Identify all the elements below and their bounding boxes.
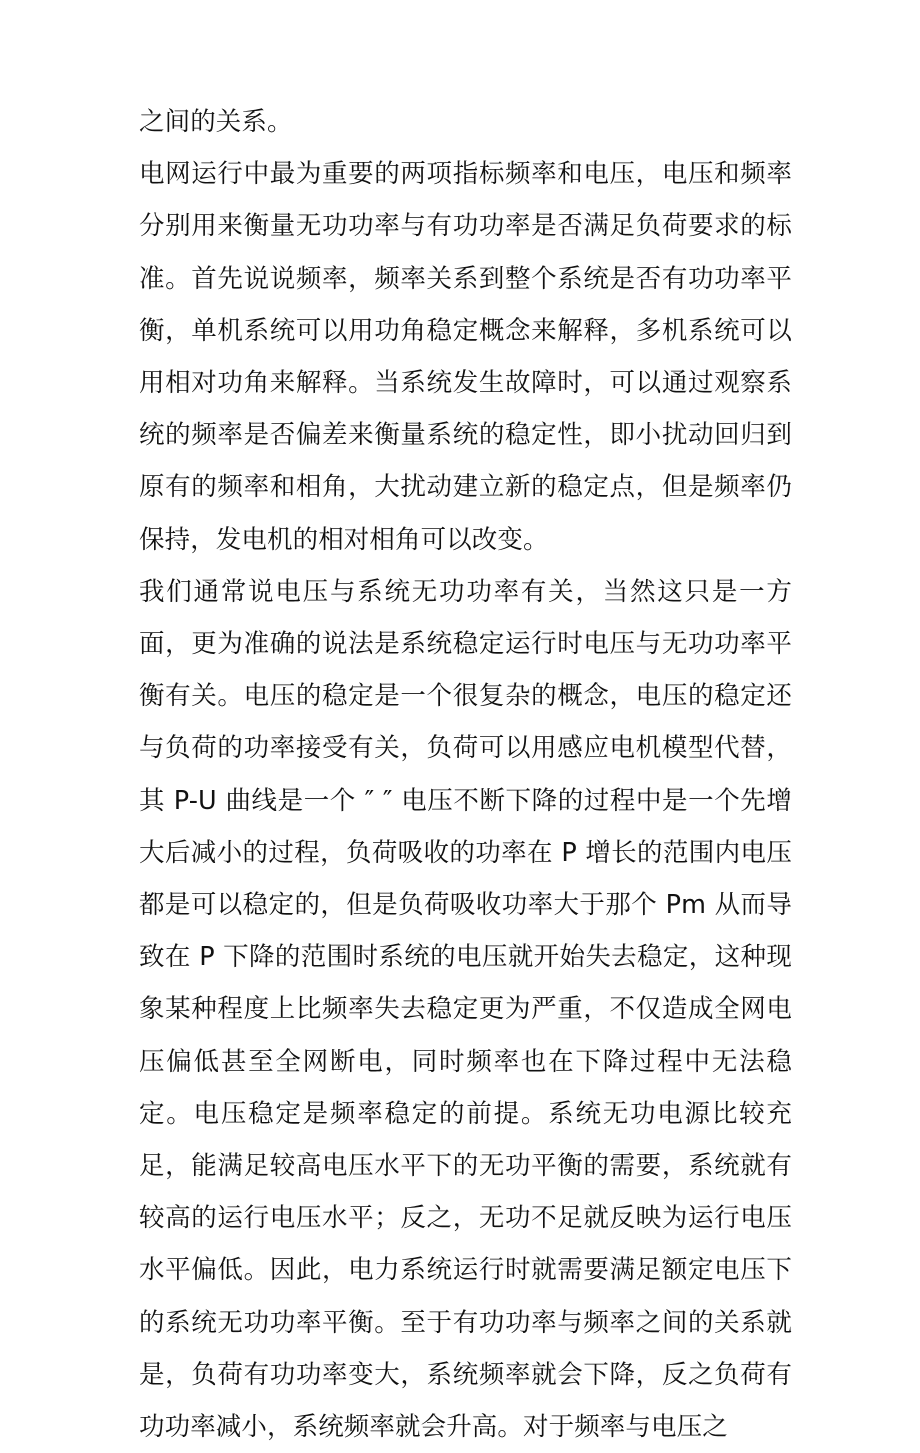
paragraph-3: 我们通常说电压与系统无功功率有关，当然这只是一方面，更为准确的说法是系统稳定运行时电压与无功功率平衡有关。电压的稳定是一个很复杂的概念，电压的稳定还与负荷的功率接受有关，负荷可以用感应电机模型代替，其 P-U 曲线是一个 ″ ″ 电压不断下降的过程中是一个先增大后减小的过程，负荷吸收的功率在 P 增长的范围内电压都是可以稳定的，但是负荷吸收功率大于那个 Pm 从而导致在 P 下降的范围时系统的电压就开始失去稳定，这种现象某种程度上比频率失去稳定更为严重，不仅造成全网电压偏低甚至全网断电，同时频率也在下降过程中无法稳定。电压稳定是频率稳定的前提。系统无功电源比较充足，能满足较高电压水平下的无功平衡的需要，系统就有较高的运行电压水平；反之，无功不足就反映为运行电压水平偏低。因此，电力系统运行时就需要满足额定电压下的系统无功功率平衡。至于有功功率与频率之间的关系就是，负荷有功功率变大，系统频率就会下降，反之负荷有功功率减小，系统频率就会升高。对于频率与电压之: [139, 576, 792, 1443]
paragraph-1: 之间的关系。: [139, 107, 293, 137]
paragraph-2: 电网运行中最为重要的两项指标频率和电压，电压和频率分别用来衡量无功功率与有功功率是否满足负荷要求的标准。首先说说频率，频率关系到整个系统是否有功功率平衡，单机系统可以用功角稳定概念来解释，多机系统可以用相对功角来解释。当系统发生故障时，可以通过观察系统的频率是否偏差来衡量系统的稳定性，即小扰动回归到原有的频率和相角，大扰动建立新的稳定点，但是频率仍保持，发电机的相对相角可以改变。: [139, 159, 792, 555]
document-text-column: [139, 96, 792, 1453]
